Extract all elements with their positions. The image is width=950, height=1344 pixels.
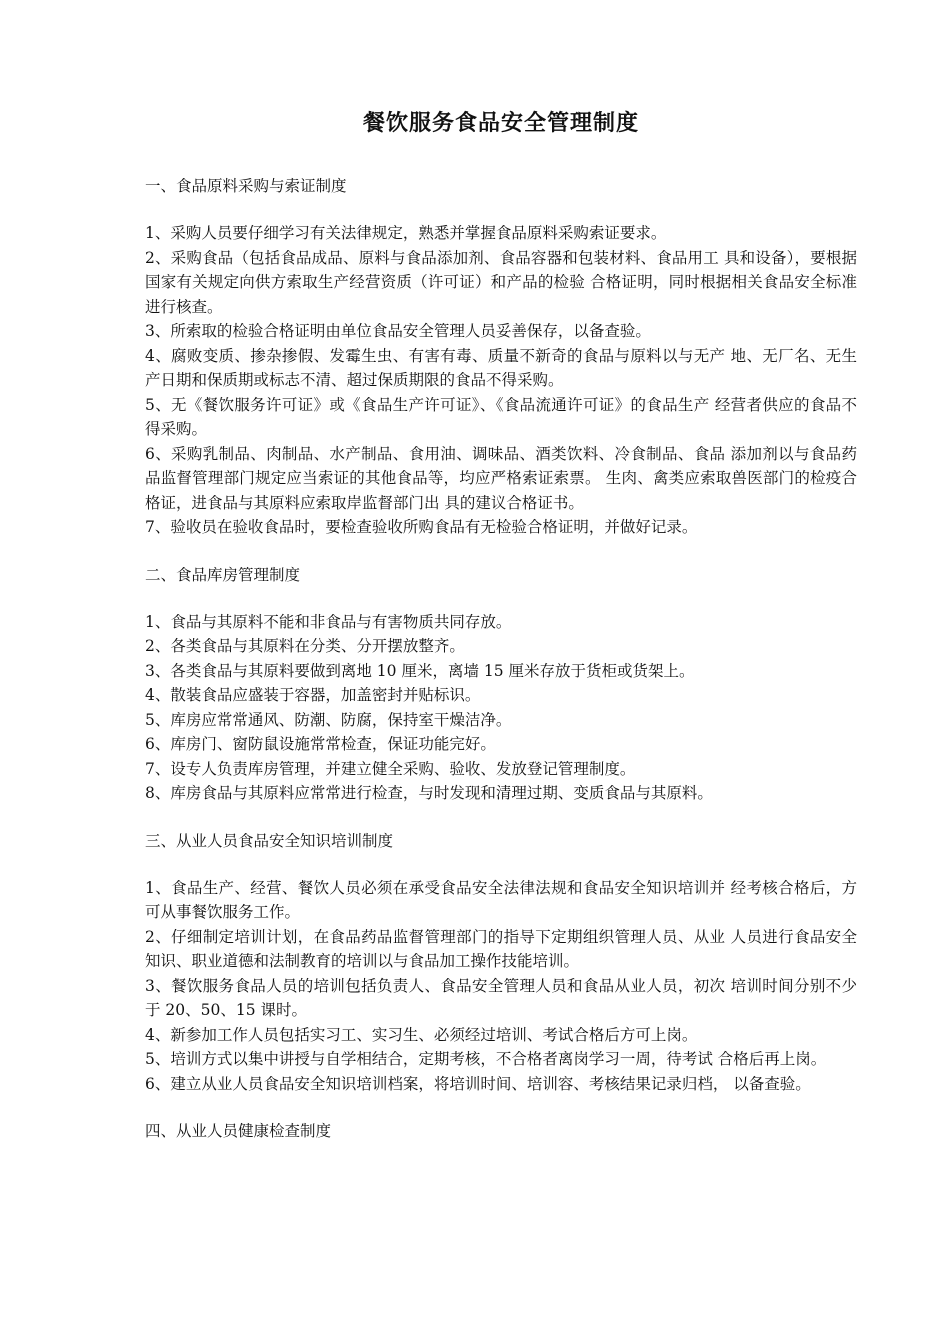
section-heading: 四、从业人员健康检查制度 bbox=[145, 1122, 332, 1140]
section-2 bbox=[145, 563, 857, 806]
list-item: 8、库房食品与其原料应常常进行检查，与时发现和清理过期、变质食品与其原料。 bbox=[145, 784, 713, 802]
list-item: 2、采购食品（包括食品成品、原料与食品添加剂、食品容器和包装材料、食品用工 具和设备），要根据国家有关规定向供方索取生产经营资质（许可证）和产品的检验 合格证明，同时根据相关食品安全标准进行核查。 bbox=[145, 248, 857, 316]
list-item: 4、腐败变质、掺杂掺假、发霉生虫、有害有毒、质量不新奇的食品与原料以与无产 地、无厂名、无生产日期和保质期或标志不清、超过保质期限的食品不得采购。 bbox=[145, 346, 857, 389]
list-item: 5、无《餐饮服务许可证》或《食品生产许可证》、《食品流通许可证》的食品生产 经营者供应的食品不得采购。 bbox=[145, 395, 857, 438]
list-item: 5、库房应常常通风、防潮、防腐，保持室干燥洁净。 bbox=[145, 710, 512, 729]
section-heading: 二、食品库房管理制度 bbox=[145, 565, 301, 584]
section-4 bbox=[145, 1119, 857, 1143]
list-item: 3、所索取的检验合格证明由单位食品安全管理人员妥善保存，以备查验。 bbox=[145, 322, 651, 340]
section-heading: 一、食品原料采购与索证制度 bbox=[145, 177, 347, 195]
list-item: 4、新参加工作人员包括实习工、实习生、必须经过培训、考试合格后方可上岗。 bbox=[145, 1025, 698, 1044]
list-item: 7、验收员在验收食品时，要检查验收所购食品有无检验合格证明，并做好记录。 bbox=[145, 518, 698, 536]
list-item: 5、培训方式以集中讲授与自学相结合，定期考核，不合格者离岗学习一周，待考试 合格后再上岗。 bbox=[145, 1050, 827, 1068]
list-item: 2、仔细制定培训计划，在食品药品监督管理部门的指导下定期组织管理人员、从业 人员进行食品安全知识、职业道德和法制教育的培训以与食品加工操作技能培训。 bbox=[145, 927, 857, 970]
section-item-list bbox=[145, 876, 857, 1097]
list-item: 3、各类食品与其原料要做到离地 10 厘米，离墙 15 厘米存放于货柜或货架上。 bbox=[145, 661, 695, 680]
list-item: 7、设专人负责库房管理，并建立健全采购、验收、发放登记管理制度。 bbox=[145, 759, 636, 778]
section-item-list bbox=[145, 610, 857, 806]
section-item-list bbox=[145, 221, 857, 540]
section-heading: 三、从业人员食品安全知识培训制度 bbox=[145, 831, 394, 850]
list-item: 1、食品生产、经营、餐饮人员必须在承受食品安全法律法规和食品安全知识培训并 经考核合格后，方可从事餐饮服务工作。 bbox=[145, 878, 857, 921]
list-item: 3、餐饮服务食品人员的培训包括负责人、食品安全管理人员和食品从业人员，初次 培训时间分别不少于 20、50、15 课时。 bbox=[145, 976, 857, 1019]
page-title: 餐饮服务食品安全管理制度 bbox=[362, 110, 639, 136]
list-item: 6、库房门、窗防鼠设施常常检查，保证功能完好。 bbox=[145, 735, 496, 753]
document-page bbox=[145, 108, 857, 1166]
list-item: 1、采购人员要仔细学习有关法律规定，熟悉并掌握食品原料采购索证要求。 bbox=[145, 224, 667, 242]
section-3 bbox=[145, 829, 857, 1097]
list-item: 2、各类食品与其原料在分类、分开摆放整齐。 bbox=[145, 637, 465, 655]
list-item: 6、建立从业人员食品安全知识培训档案，将培训时间、培训容、考核结果记录归档， 以备查验。 bbox=[145, 1074, 811, 1093]
list-item: 6、采购乳制品、肉制品、水产制品、食用油、调味品、酒类饮料、冷食制品、食品 添加剂以与食品药品监督管理部门规定应当索证的其他食品等，均应严格索证索票。 生肉、禽类应索取兽医部门的检疫合格证，进食品与其原料应索取岸监督部门出 具的建议合格证书。 bbox=[145, 444, 857, 512]
section-1 bbox=[145, 174, 857, 540]
list-item: 1、食品与其原料不能和非食品与有害物质共同存放。 bbox=[145, 612, 512, 631]
document-body bbox=[145, 174, 857, 1143]
list-item: 4、散装食品应盛装于容器，加盖密封并贴标识。 bbox=[145, 686, 481, 704]
